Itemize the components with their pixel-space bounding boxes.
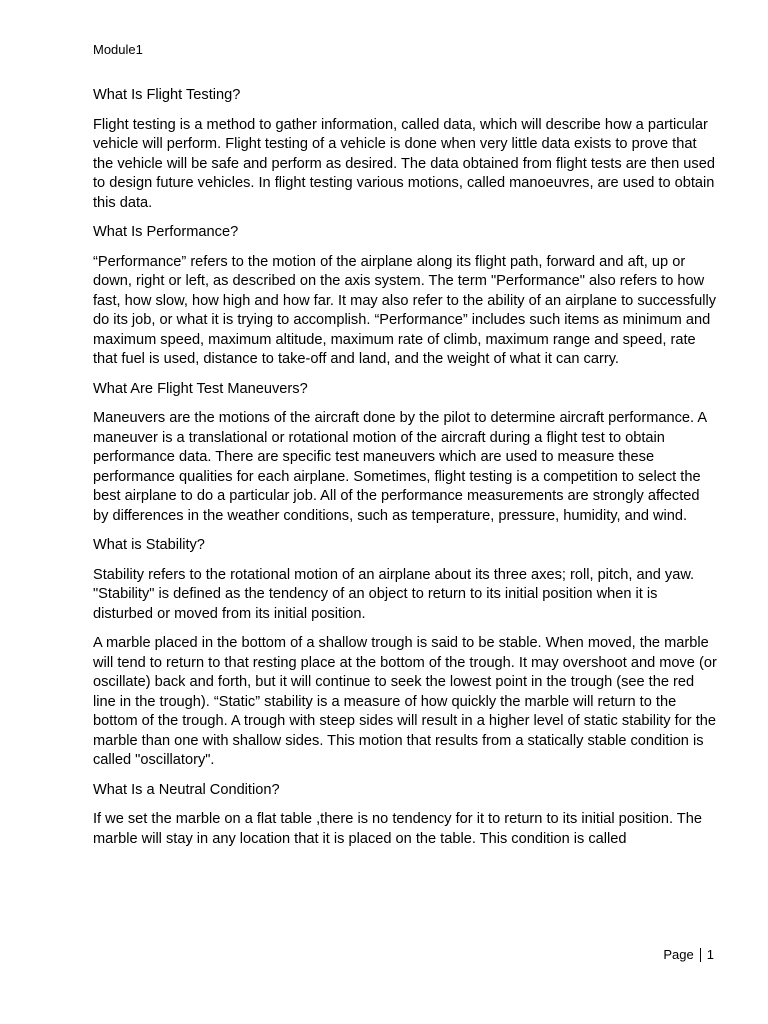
paragraph-performance: “Performance” refers to the motion of the airplane along its flight path, forward and aft, up or down, right or left, as described on the axis system. The term "Performance" also refers to how fast, how slow, how high and how far. It may also refer to the ability of an airplane to successfully do its job, or what it is trying to accomplish. “Performance” includes such items as minimum and maximum speed, maximum altitude, maximum rate of climb, maximum range and speed, rate that fuel is used, distance to take-off and land, and the weight of what it can carry. [93,253,716,367]
paragraph-marble-trough: A marble placed in the bottom of a shallow trough is said to be stable. When moved, the marble will tend to return to that resting place at the bottom of the trough. It may overshoot and move (or oscillate) back and forth, but it will continue to seek the lowest point in the trough (see the red line in the trough). “Static” stability is a measure of how quickly the marble will return to the bottom of the trough. A trough with steep sides will result in a higher level of static stability for the marble than one with shallow sides. This motion that results from a statically stable condition is called "oscillatory". [93,635,717,768]
footer-divider [700,948,701,962]
paragraph-maneuvers: Maneuvers are the motions of the aircraft done by the pilot to determine aircraft performance. A maneuver is a translational or rotational motion of the aircraft during a flight test to obtain performance data. There are specific test maneuvers which are used to measure these performance qualities for each airplane. Sometimes, flight testing is a competition to select the best airplane to do a particular job. All of the performance measurements are strongly affected by differences in the weather conditions, such as temperature, pressure, humidity, and wind. [93,410,707,524]
paragraph-neutral-condition: If we set the marble on a flat table ,there is no tendency for it to return to its initial position. The marble will stay in any location that it is placed on the table. This condition is called [93,811,702,847]
page-number: 1 [706,947,714,962]
section-heading-neutral-condition: What Is a Neutral Condition? [93,781,280,798]
paragraph-flight-testing: Flight testing is a method to gather information, called data, which will describe how a particular vehicle will perform. Flight testing of a vehicle is done when very little data exists to prove that the vehicle will be safe and perform as desired. The data obtained from flight tests are then used to design future vehicles. In flight testing various motions, called manoeuvres, are used to obtain this data. [93,116,715,211]
section-heading-maneuvers: What Are Flight Test Maneuvers? [93,380,308,397]
document-body [93,86,717,859]
page-label: Page [663,947,694,962]
page-header: Module1 [93,42,143,57]
paragraph-stability: Stability refers to the rotational motion of an airplane about its three axes; roll, pitch, and yaw. "Stability" is defined as the tendency of an object to return to its initial position when it is disturbed or moved from its initial position. [93,566,695,622]
section-heading-stability: What is Stability? [93,537,205,553]
section-heading-flight-testing: What Is Flight Testing? [93,87,241,103]
section-heading-performance: What Is Performance? [93,224,239,240]
page-footer [663,947,714,962]
